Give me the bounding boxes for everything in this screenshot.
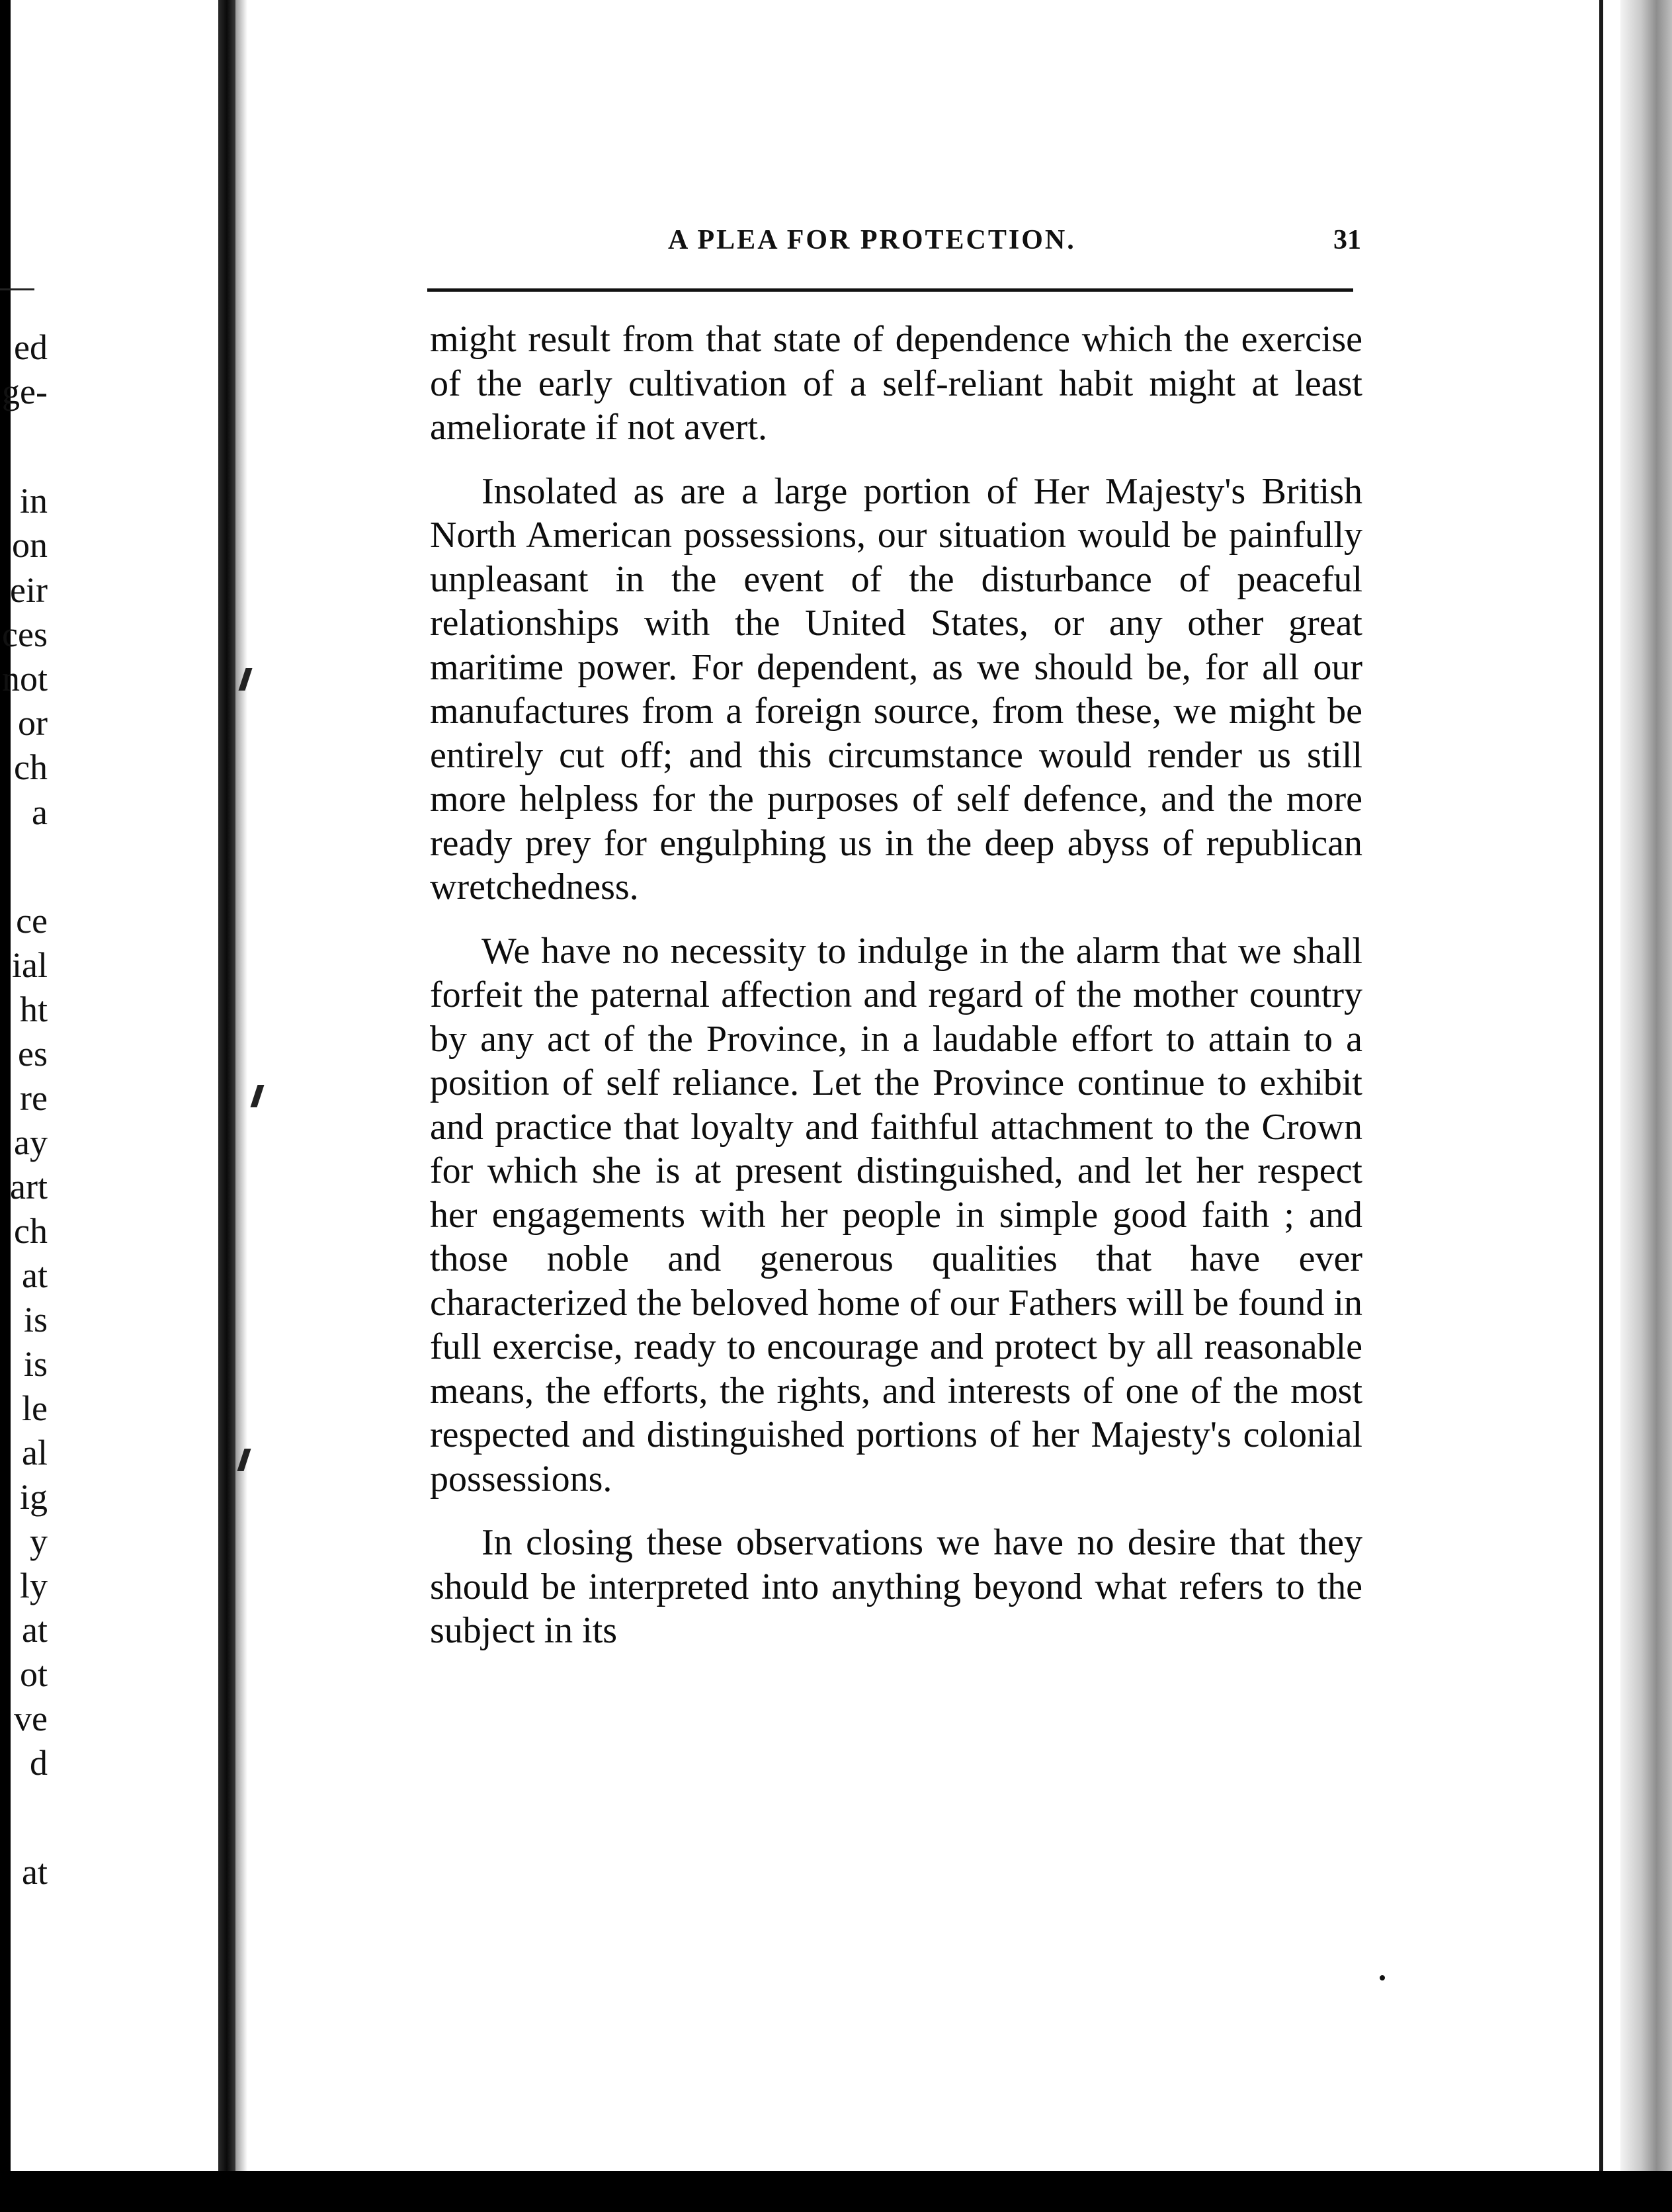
facing-line-fragment: ch bbox=[14, 747, 48, 787]
facing-line-fragment: al bbox=[22, 1433, 48, 1472]
facing-line-fragment: ces bbox=[2, 615, 48, 654]
facing-line-fragment: not bbox=[1, 659, 48, 699]
scan-border-bottom bbox=[0, 2171, 1672, 2212]
facing-line-fragment: is bbox=[23, 1344, 48, 1384]
facing-line-fragment: y bbox=[30, 1521, 48, 1561]
facing-line-fragment: ch bbox=[14, 1211, 48, 1251]
paragraph: We have no necessity to indulge in the alarm that we shall forfeit the paternal affection and regard of the mother country by any act of the Province, in a laudable effort to attain to a position of self reliance. Let the Province continue to exhibit and practice that loyalty and faithful attachment to the Crown for which she is at present distinguished, and let her respect her engagements with her people in simple good faith ; and those noble and generous qualities that have ever characterized the beloved home of our Fathers will be found in full exercise, ready to encourage and protect by all reasonable means, the efforts, the rights, and interests of one of the most respected and distinguished portions of her Majesty's colonial possessions. bbox=[430, 930, 1362, 1500]
book-gutter bbox=[218, 0, 235, 2171]
paragraph-continuation: might result from that state of dependence which the exercise of the early cultivation of a self-reliant habit might at least ameliorate if not avert. bbox=[430, 319, 1362, 448]
page-number: 31 bbox=[1333, 225, 1361, 255]
facing-page-fragments bbox=[0, 0, 212, 2171]
facing-line-fragment: eir bbox=[10, 570, 48, 610]
facing-line-fragment: es bbox=[18, 1034, 48, 1074]
facing-line-fragment: on bbox=[12, 525, 48, 565]
facing-line-fragment: ed bbox=[14, 327, 48, 367]
facing-line-fragment: or bbox=[18, 703, 48, 743]
page-body bbox=[430, 318, 1362, 1673]
scan-speck bbox=[1380, 1975, 1385, 1980]
facing-line-fragment: ig bbox=[19, 1477, 48, 1517]
facing-line-fragment: ce bbox=[16, 901, 48, 941]
facing-line-fragment: d bbox=[30, 1743, 48, 1783]
facing-line-fragment: is bbox=[23, 1300, 48, 1340]
facing-page-rule bbox=[0, 288, 34, 290]
facing-line-fragment: ht bbox=[19, 990, 48, 1029]
facing-line-fragment: ial bbox=[12, 945, 48, 985]
facing-line-fragment: ve bbox=[14, 1699, 48, 1738]
running-head-title: A PLEA FOR PROTECTION. bbox=[668, 225, 1076, 255]
header-rule bbox=[427, 288, 1353, 292]
paragraph: In closing these observations we have no desire that they should be interpreted into anything beyond what refers to the subject in its bbox=[430, 1522, 1362, 1651]
facing-line-fragment: at bbox=[22, 1852, 48, 1892]
facing-line-fragment: le bbox=[22, 1388, 48, 1428]
gutter-shadow bbox=[235, 0, 247, 2171]
gutter-mark bbox=[250, 1085, 264, 1107]
page-edge-right bbox=[1599, 0, 1603, 2171]
facing-line-fragment: ay bbox=[14, 1123, 48, 1162]
facing-line-fragment: in bbox=[19, 481, 48, 521]
paragraph: Insolated as are a large portion of Her Majesty's British North American possessions, our situation would be painfully unpleasant in the event of the disturbance of peaceful relationships with the United States, or any other great maritime power. For dependent, as we should be, for all our manufactures from a foreign source, from these, we might be entirely cut off; and this circumstance would render us still more helpless for the purposes of self defence, and the more ready prey for engulphing us in the deep abyss of republican wretchedness. bbox=[430, 470, 1362, 908]
facing-line-fragment: ot bbox=[19, 1654, 48, 1694]
running-head bbox=[430, 217, 1362, 263]
facing-line-fragment: re bbox=[20, 1078, 48, 1118]
facing-line-fragment: at bbox=[22, 1610, 48, 1650]
facing-line-fragment: ly bbox=[19, 1566, 48, 1605]
facing-line-fragment: a bbox=[32, 792, 48, 832]
facing-line-fragment: ge- bbox=[2, 372, 48, 411]
scan-shadow-right bbox=[1620, 0, 1672, 2171]
facing-line-fragment: art bbox=[10, 1167, 48, 1207]
facing-line-fragment: at bbox=[22, 1255, 48, 1295]
